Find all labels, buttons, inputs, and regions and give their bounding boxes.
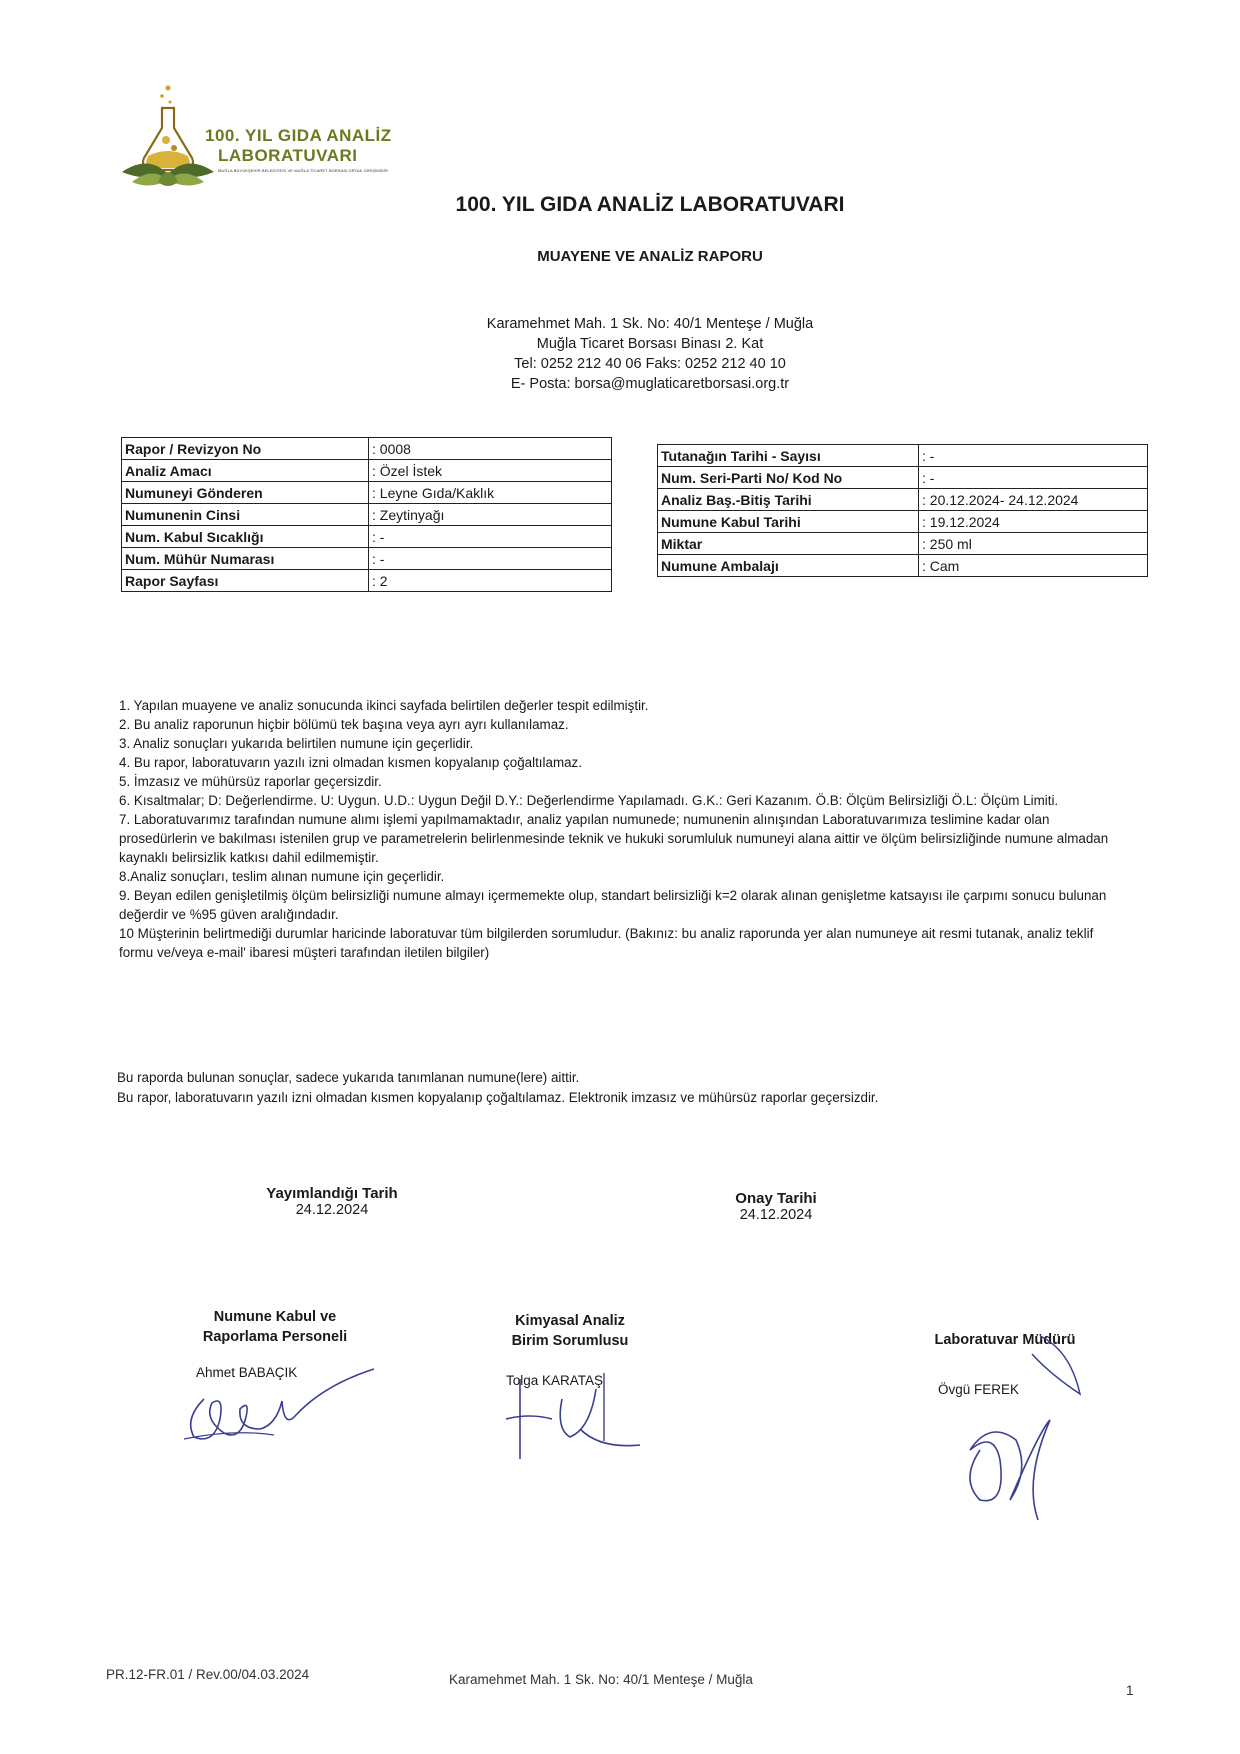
- handwritten-signature-icon: [920, 1330, 1090, 1530]
- note-item: 9. Beyan edilen genişletilmiş ölçüm belirsizliği numune almayı içermemekte olup, standart belirsizliği k=2 olarak alınan genişletme katsayısı ile çarpımı sonucu bulunan değerdir ve %95 güven aralığındadır.: [119, 888, 1107, 922]
- logo-text-line2: LABORATUVARI: [218, 146, 358, 165]
- table-row: [658, 511, 1148, 533]
- signature-block-reporting: [150, 1307, 400, 1380]
- table-row: [122, 548, 612, 570]
- disclaimer-line: Bu raporda bulunan sonuçlar, sadece yukarıda tanımlanan numune(lere) aittir.: [117, 1070, 580, 1085]
- row-value: : Cam: [919, 555, 1148, 577]
- note-item: 4. Bu rapor, laboratuvarın yazılı izni olmadan kısmen kopyalanıp çoğaltılamaz.: [119, 755, 582, 770]
- row-label: Numunenin Cinsi: [122, 504, 369, 526]
- logo-text-line1: 100. YIL GIDA ANALİZ: [205, 126, 392, 145]
- table-row: [122, 504, 612, 526]
- signer-role-line: Birim Sorumlusu: [511, 1333, 629, 1349]
- row-value: : -: [919, 467, 1148, 489]
- table-row: [122, 526, 612, 548]
- footer-address: Karamehmet Mah. 1 Sk. No: 40/1 Menteşe / Muğla: [449, 1672, 753, 1687]
- published-date-label: Yayımlandığı Tarih: [266, 1185, 398, 1202]
- logo-tagline: MUĞLA BÜYÜKŞEHİR BELEDİYESİ VE MUĞLA TİCARET BORSASI ORTAK GİRİŞİMİDİR: [218, 168, 389, 173]
- signer-role-line: Kimyasal Analiz: [515, 1313, 625, 1329]
- row-value: : -: [919, 445, 1148, 467]
- row-value: : Zeytinyağı: [369, 504, 612, 526]
- address-line: Karamehmet Mah. 1 Sk. No: 40/1 Menteşe / Muğla: [486, 316, 814, 332]
- note-item: 10 Müşterinin belirtmediği durumlar haricinde laboratuvar tüm bilgilerden sorumludur. (Bakınız: bu analiz raporunda yer alan numuneye ait resmi tutanak, analiz teklif formu ve/veya e-mail' ibaresi müşteri tarafından iletilen bilgiler): [119, 926, 1094, 960]
- email-line: E- Posta: borsa@muglaticaretborsasi.org.tr: [510, 376, 790, 392]
- table-row: [658, 533, 1148, 555]
- table-row: [658, 445, 1148, 467]
- row-value: : 250 ml: [919, 533, 1148, 555]
- report-info-table: [121, 437, 612, 592]
- address-line: Muğla Ticaret Borsası Binası 2. Kat: [536, 336, 764, 352]
- note-item: 6. Kısaltmalar; D: Değerlendirme. U: Uygun. U.D.: Uygun Değil D.Y.: Değerlendirme Yapılamadı. G.K.: Geri Kazanım. Ö.B: Ölçüm Belirsizliği Ö.L: Ölçüm Limiti.: [119, 793, 1059, 808]
- row-label: Tutanağın Tarihi - Sayısı: [658, 445, 919, 467]
- address-block: [0, 314, 1240, 394]
- handwritten-signature-icon: [500, 1359, 660, 1469]
- disclaimer-line: Bu rapor, laboratuvarın yazılı izni olmadan kısmen kopyalanıp çoğaltılamaz. Elektronik imzasız ve mühürsüz raporlar geçersizdir.: [117, 1090, 879, 1105]
- signer-name: Övgü FEREK: [938, 1382, 1020, 1397]
- row-label: Analiz Baş.-Bitiş Tarihi: [658, 489, 919, 511]
- row-value: : -: [369, 548, 612, 570]
- approval-date-label: Onay Tarihi: [735, 1190, 817, 1207]
- row-label: Rapor / Revizyon No: [122, 438, 369, 460]
- sample-info-table: [657, 444, 1148, 577]
- signer-role-line: Numune Kabul ve: [213, 1309, 337, 1325]
- published-date-value: 24.12.2024: [295, 1202, 369, 1218]
- row-value: : Özel İstek: [369, 460, 612, 482]
- notes-list: [119, 696, 1129, 962]
- row-value: : 2: [369, 570, 612, 592]
- table-row: [122, 438, 612, 460]
- row-value: : 19.12.2024: [919, 511, 1148, 533]
- row-label: Numuneyi Gönderen: [122, 482, 369, 504]
- row-value: : 0008: [369, 438, 612, 460]
- row-label: Miktar: [658, 533, 919, 555]
- signer-role-line: Raporlama Personeli: [202, 1329, 348, 1345]
- table-row: [658, 555, 1148, 577]
- phone-fax-line: Tel: 0252 212 40 06 Faks: 0252 212 40 10: [514, 356, 786, 372]
- note-item: 7. Laboratuvarımız tarafından numune alımı işlemi yapılmamaktadır, analiz yapılan numunede; numunenin alınışından Laboratuvarımıza teslimine kadar olan prosedürlerin ve bakılması istenilen grup ve parametrelerin belirlenmesinde teknik ve hukuki sorumluluk numuneyi alana aittir ve ölçüm belirsizliğinde numune almadan kaynaklı belirsizlik katkısı dahil edilmemiştir.: [119, 812, 1109, 865]
- row-value: : Leyne Gıda/Kaklık: [369, 482, 612, 504]
- signature-block-chemical-analysis: [470, 1311, 670, 1388]
- table-row: [122, 570, 612, 592]
- approval-date-value: 24.12.2024: [739, 1207, 813, 1223]
- row-label: Num. Kabul Sıcaklığı: [122, 526, 369, 548]
- row-label: Num. Mühür Numarası: [122, 548, 369, 570]
- handwritten-signature-icon: [164, 1359, 394, 1449]
- page-number: 1: [1126, 1683, 1134, 1698]
- row-label: Num. Seri-Parti No/ Kod No: [658, 467, 919, 489]
- results-disclaimer: [117, 1068, 1127, 1108]
- form-code: PR.12-FR.01 / Rev.00/04.03.2024: [106, 1667, 310, 1682]
- table-row: [658, 489, 1148, 511]
- row-label: Rapor Sayfası: [122, 570, 369, 592]
- approval-date-block: [676, 1190, 876, 1223]
- report-title: MUAYENE VE ANALİZ RAPORU: [537, 248, 763, 265]
- signer-role-line: Laboratuvar Müdürü: [934, 1332, 1076, 1348]
- published-date-block: [232, 1185, 432, 1218]
- table-row: [122, 460, 612, 482]
- note-item: 3. Analiz sonuçları yukarıda belirtilen numune için geçerlidir.: [119, 736, 474, 751]
- signature-block-lab-manager: [880, 1330, 1130, 1397]
- signer-name: Tolga KARATAŞ: [506, 1373, 604, 1388]
- note-item: 1. Yapılan muayene ve analiz sonucunda ikinci sayfada belirtilen değerler tespit edilmiştir.: [119, 698, 649, 713]
- note-item: 8.Analiz sonuçları, teslim alınan numune için geçerlidir.: [119, 869, 445, 884]
- table-row: [122, 482, 612, 504]
- note-item: 2. Bu analiz raporunun hiçbir bölümü tek başına veya ayrı ayrı kullanılamaz.: [119, 717, 569, 732]
- row-label: Numune Ambalajı: [658, 555, 919, 577]
- row-value: : -: [369, 526, 612, 548]
- signer-name: Ahmet BABAÇIK: [196, 1365, 298, 1380]
- row-label: Analiz Amacı: [122, 460, 369, 482]
- note-item: 5. İmzasız ve mühürsüz raporlar geçersizdir.: [119, 774, 382, 789]
- table-row: [658, 467, 1148, 489]
- row-label: Numune Kabul Tarihi: [658, 511, 919, 533]
- lab-title: 100. YIL GIDA ANALİZ LABORATUVARI: [455, 193, 845, 216]
- row-value: : 20.12.2024- 24.12.2024: [919, 489, 1148, 511]
